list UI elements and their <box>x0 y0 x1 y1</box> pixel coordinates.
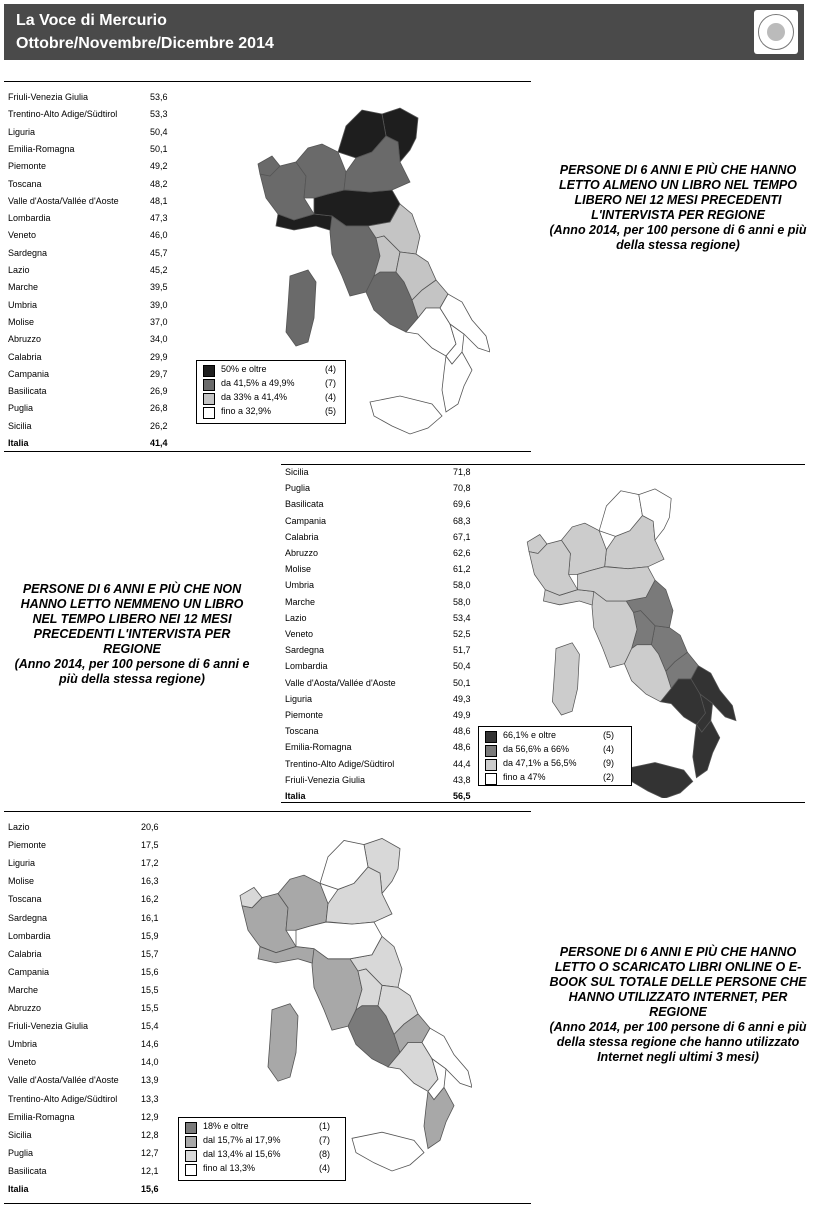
region-name: Lazio <box>8 265 30 275</box>
region-value: 12,7 <box>141 1147 159 1158</box>
region-name: Abruzzo <box>8 1003 42 1013</box>
region-value: 16,2 <box>141 894 159 905</box>
table-row <box>285 629 483 645</box>
section-1-heading: PERSONE DI 6 ANNI E PIÙ CHE HANNO LETTO ALMENO UN LIBRO NEL TEMPO LIBERO NEI 12 MESI PRECEDENTI L'INTERVISTA PER REGIONE <box>559 163 797 222</box>
region-value: 68,3 <box>453 515 471 526</box>
region-name: Abruzzo <box>8 334 42 345</box>
map-region <box>286 270 316 346</box>
region-name: Marche <box>8 282 39 293</box>
table-row <box>285 467 483 483</box>
region-name: Friuli-Venezia Giulia <box>285 774 366 785</box>
region-value: 15,6 <box>141 966 159 977</box>
table-row <box>8 317 180 333</box>
region-name: Campania <box>8 368 50 379</box>
region-value: 45,2 <box>150 265 168 275</box>
table-row <box>8 352 180 368</box>
region-value: 58,0 <box>453 580 471 591</box>
region-name: Trentino-Alto Adige/Südtirol <box>285 758 395 769</box>
region-value: 29,9 <box>150 351 168 362</box>
region-name: Piemonte <box>8 840 47 851</box>
region-name: Valle d'Aosta/Vallée d'Aoste <box>8 195 119 206</box>
region-name: Sicilia <box>285 467 309 477</box>
table-row <box>8 265 180 281</box>
region-value: 37,0 <box>150 316 168 327</box>
map-region <box>424 1087 454 1148</box>
legend-label: 18% e oltre <box>203 1121 249 1131</box>
region-name: Abruzzo <box>285 548 319 558</box>
region-value: 15,6 <box>141 1184 159 1194</box>
region-name: Italia <box>8 1184 29 1194</box>
table-row <box>285 483 483 499</box>
table-row <box>8 369 180 385</box>
region-value: 45,7 <box>150 247 168 258</box>
legend-label: 50% e oltre <box>221 364 267 374</box>
legend-count: (5) <box>603 730 614 740</box>
newsletter-title: La Voce di Mercurio <box>16 12 167 29</box>
table-row <box>8 822 171 838</box>
table-row <box>8 109 180 125</box>
legend-count: (4) <box>319 1163 330 1173</box>
map-region <box>352 1132 424 1171</box>
region-value: 49,2 <box>150 161 168 172</box>
table-row <box>8 1075 171 1091</box>
table-row <box>8 421 180 437</box>
section-2-title <box>8 582 256 687</box>
region-name: Molise <box>8 316 35 327</box>
section-3-table <box>8 822 178 1202</box>
table-row <box>8 1148 171 1164</box>
table-row <box>285 726 483 742</box>
table-row <box>285 661 483 677</box>
table-row <box>8 840 171 856</box>
region-name: Basilicata <box>8 386 47 397</box>
table-row <box>285 742 483 758</box>
table-row <box>285 710 483 726</box>
section-2-table <box>285 467 485 807</box>
region-value: 12,9 <box>141 1111 159 1122</box>
region-name: Trentino-Alto Adige/Südtirol <box>8 1093 118 1104</box>
region-name: Basilicata <box>8 1165 47 1176</box>
legend-swatch <box>485 759 497 771</box>
region-name: Friuli-Venezia Giulia <box>8 1021 89 1032</box>
region-name: Lombardia <box>8 213 51 224</box>
section-1-top-rule <box>4 81 531 82</box>
region-value: 47,3 <box>150 213 168 224</box>
table-row <box>8 913 171 929</box>
table-total-row <box>8 1184 171 1200</box>
region-value: 13,3 <box>141 1093 159 1104</box>
region-name: Calabria <box>285 531 319 542</box>
section-1-title <box>548 163 808 253</box>
table-row <box>8 1166 171 1182</box>
table-row <box>285 759 483 775</box>
table-row <box>285 499 483 515</box>
region-name: Lazio <box>285 612 307 623</box>
region-name: Italia <box>285 791 306 801</box>
table-row <box>285 613 483 629</box>
table-row <box>285 775 483 791</box>
section-3-title <box>548 945 808 1065</box>
table-row <box>8 282 180 298</box>
table-row <box>8 1094 171 1110</box>
region-value: 48,6 <box>453 742 471 753</box>
table-row <box>8 92 180 108</box>
region-value: 50,4 <box>150 126 168 137</box>
legend-count: (5) <box>325 406 336 416</box>
region-value: 26,2 <box>150 420 168 431</box>
table-row <box>285 694 483 710</box>
table-row <box>8 300 180 316</box>
region-value: 14,6 <box>141 1039 159 1050</box>
legend-label: 66,1% e oltre <box>503 730 557 740</box>
table-row <box>8 161 180 177</box>
region-value: 67,1 <box>453 531 471 542</box>
table-total-row <box>285 791 483 807</box>
region-value: 53,3 <box>150 109 168 120</box>
region-value: 17,2 <box>141 858 159 869</box>
region-name: Puglia <box>285 483 311 494</box>
table-row <box>8 334 180 350</box>
region-name: Marche <box>8 984 39 995</box>
region-value: 15,5 <box>141 1003 159 1013</box>
region-name: Trentino-Alto Adige/Südtirol <box>8 109 118 120</box>
region-value: 58,0 <box>453 596 471 607</box>
table-row <box>8 144 180 160</box>
table-row <box>8 1112 171 1128</box>
section-2-heading: PERSONE DI 6 ANNI E PIÙ CHE NON HANNO LETTO NEMMENO UN LIBRO NEL TEMPO LIBERO NEI 12 MESI PRECEDENTI L'INTERVISTA PER REGIONE <box>20 582 244 656</box>
legend-swatch <box>185 1136 197 1148</box>
legend-label: da 41,5% a 49,9% <box>221 378 295 388</box>
legend-count: (4) <box>603 744 614 754</box>
region-value: 52,5 <box>453 629 471 639</box>
table-row <box>8 985 171 1001</box>
region-name: Veneto <box>8 230 37 241</box>
region-name: Puglia <box>8 1147 34 1158</box>
legend-count: (1) <box>319 1121 330 1131</box>
region-value: 39,0 <box>150 299 168 310</box>
section-3-note: (Anno 2014, per 100 persone di 6 anni e più della stessa regione che hanno utilizzato Internet negli ultimi 3 mesi) <box>549 1020 807 1064</box>
section-1-note: (Anno 2014, per 100 persone di 6 anni e più della stessa regione) <box>549 223 807 252</box>
region-value: 48,6 <box>453 726 471 737</box>
legend-swatch <box>485 773 497 785</box>
region-name: Sicilia <box>8 1129 32 1140</box>
region-name: Lombardia <box>8 930 51 941</box>
legend-swatch <box>185 1164 197 1176</box>
legend-label: dal 15,7% al 17,9% <box>203 1135 281 1145</box>
region-value: 26,8 <box>150 403 168 414</box>
region-name: Toscana <box>8 894 42 905</box>
region-value: 34,0 <box>150 334 168 345</box>
legend-count: (2) <box>603 772 614 782</box>
region-name: Sardegna <box>8 912 48 923</box>
region-name: Liguria <box>8 858 36 869</box>
region-value: 43,8 <box>453 774 471 785</box>
table-row <box>8 1021 171 1037</box>
section-3-legend <box>178 1117 346 1181</box>
region-name: Puglia <box>8 403 34 414</box>
section-3-bottom-rule <box>4 1203 531 1204</box>
table-row <box>8 127 180 143</box>
region-value: 15,9 <box>141 930 159 941</box>
region-name: Friuli-Venezia Giulia <box>8 92 89 102</box>
region-value: 49,3 <box>453 693 471 704</box>
region-value: 69,6 <box>453 499 471 510</box>
region-name: Valle d'Aosta/Vallée d'Aoste <box>8 1075 119 1086</box>
region-value: 51,7 <box>453 645 471 656</box>
section-2-top-rule <box>281 464 805 465</box>
region-value: 62,6 <box>453 548 471 558</box>
region-value: 56,5 <box>453 791 471 801</box>
region-name: Piemonte <box>8 161 47 172</box>
legend-swatch <box>203 365 215 377</box>
table-row <box>8 967 171 983</box>
table-row <box>8 858 171 874</box>
region-name: Liguria <box>8 126 36 137</box>
legend-count: (4) <box>325 364 336 374</box>
mercurio-logo-icon <box>754 10 798 54</box>
map-region <box>552 643 579 715</box>
region-name: Emilia-Romagna <box>285 742 352 753</box>
table-row <box>285 516 483 532</box>
region-value: 48,2 <box>150 178 168 189</box>
legend-label: fino a 47% <box>503 772 546 782</box>
section-1-table <box>8 92 178 452</box>
region-name: Molise <box>285 564 312 575</box>
table-row <box>285 564 483 580</box>
table-row <box>285 548 483 564</box>
table-row <box>8 894 171 910</box>
region-value: 20,6 <box>141 822 159 832</box>
legend-swatch <box>485 731 497 743</box>
legend-label: da 33% a 41,4% <box>221 392 288 402</box>
region-name: Marche <box>285 596 316 607</box>
region-value: 41,4 <box>150 438 168 448</box>
section-3-heading: PERSONE DI 6 ANNI E PIÙ CHE HANNO LETTO O SCARICATO LIBRI ONLINE O E-BOOK SUL TOTALE DELLE PERSONE CHE HANNO UTILIZZATO INTERNET, PER REGIONE <box>549 945 807 1019</box>
region-name: Italia <box>8 438 29 448</box>
table-row <box>8 213 180 229</box>
table-row <box>285 532 483 548</box>
region-name: Umbria <box>285 580 315 591</box>
table-row <box>8 196 180 212</box>
table-row <box>8 931 171 947</box>
region-value: 61,2 <box>453 564 471 575</box>
region-value: 13,9 <box>141 1075 159 1086</box>
region-value: 14,0 <box>141 1057 159 1068</box>
region-value: 48,1 <box>150 195 168 206</box>
region-name: Molise <box>8 876 35 887</box>
legend-swatch <box>203 379 215 391</box>
table-row <box>8 1039 171 1055</box>
table-row <box>8 876 171 892</box>
region-name: Basilicata <box>285 499 324 510</box>
table-total-row <box>8 438 180 454</box>
table-row <box>8 179 180 195</box>
region-name: Valle d'Aosta/Vallée d'Aoste <box>285 677 396 688</box>
region-value: 46,0 <box>150 230 168 241</box>
region-value: 50,1 <box>150 143 168 154</box>
legend-count: (7) <box>325 378 336 388</box>
legend-count: (7) <box>319 1135 330 1145</box>
region-name: Piemonte <box>285 710 324 720</box>
legend-label: da 47,1% a 56,5% <box>503 758 577 768</box>
table-row <box>285 678 483 694</box>
region-value: 71,8 <box>453 467 471 477</box>
region-value: 12,1 <box>141 1165 159 1176</box>
region-value: 49,9 <box>453 710 471 720</box>
region-name: Campania <box>285 515 327 526</box>
region-value: 39,5 <box>150 282 168 293</box>
region-value: 29,7 <box>150 368 168 379</box>
region-name: Calabria <box>8 351 42 362</box>
legend-swatch <box>185 1122 197 1134</box>
table-row <box>285 597 483 613</box>
region-value: 44,4 <box>453 758 471 769</box>
legend-swatch <box>485 745 497 757</box>
table-row <box>8 949 171 965</box>
legend-swatch <box>203 407 215 419</box>
region-name: Liguria <box>285 693 313 704</box>
region-value: 15,5 <box>141 984 159 995</box>
region-name: Veneto <box>8 1057 37 1068</box>
table-row <box>8 248 180 264</box>
table-row <box>8 403 180 419</box>
table-row <box>8 1003 171 1019</box>
section-3-top-rule <box>4 811 531 812</box>
legend-label: fino a 32,9% <box>221 406 272 416</box>
region-value: 16,3 <box>141 876 159 887</box>
region-name: Calabria <box>8 948 42 959</box>
region-value: 15,4 <box>141 1021 159 1032</box>
page-header <box>4 4 804 60</box>
region-name: Veneto <box>285 629 314 639</box>
region-value: 50,1 <box>453 677 471 688</box>
legend-count: (8) <box>319 1149 330 1159</box>
region-value: 16,1 <box>141 912 159 923</box>
region-value: 70,8 <box>453 483 471 494</box>
legend-swatch <box>185 1150 197 1162</box>
region-name: Sardegna <box>285 645 325 656</box>
legend-swatch <box>203 393 215 405</box>
legend-count: (4) <box>325 392 336 402</box>
table-row <box>8 386 180 402</box>
region-name: Toscana <box>285 726 319 737</box>
table-row <box>285 580 483 596</box>
region-name: Umbria <box>8 1039 38 1050</box>
section-2-legend <box>478 726 632 786</box>
region-name: Emilia-Romagna <box>8 1111 75 1122</box>
region-value: 17,5 <box>141 840 159 851</box>
section-1-legend <box>196 360 346 424</box>
region-value: 53,4 <box>453 612 471 623</box>
table-row <box>8 1057 171 1073</box>
legend-label: da 56,6% a 66% <box>503 744 570 754</box>
map-region <box>693 721 720 778</box>
region-name: Sicilia <box>8 420 32 431</box>
region-name: Emilia-Romagna <box>8 143 75 154</box>
region-value: 15,7 <box>141 948 159 959</box>
region-value: 26,9 <box>150 386 168 397</box>
region-value: 53,6 <box>150 92 168 102</box>
map-region <box>268 1004 298 1082</box>
map-region <box>442 352 472 412</box>
newsletter-issue-date: Ottobre/Novembre/Dicembre 2014 <box>16 35 274 52</box>
region-value: 12,8 <box>141 1129 159 1140</box>
table-row <box>285 645 483 661</box>
legend-label: dal 13,4% al 15,6% <box>203 1149 281 1159</box>
map-region <box>370 396 442 434</box>
table-row <box>8 230 180 246</box>
region-name: Campania <box>8 966 50 977</box>
region-name: Umbria <box>8 299 38 310</box>
legend-count: (9) <box>603 758 614 768</box>
section-2-note: (Anno 2014, per 100 persone di 6 anni e più della stessa regione) <box>14 657 250 686</box>
region-name: Lombardia <box>285 661 328 672</box>
legend-label: fino al 13,3% <box>203 1163 256 1173</box>
map-region <box>628 763 693 799</box>
region-value: 50,4 <box>453 661 471 672</box>
region-name: Lazio <box>8 822 30 832</box>
region-name: Sardegna <box>8 247 48 258</box>
table-row <box>8 1130 171 1146</box>
region-name: Toscana <box>8 178 42 189</box>
